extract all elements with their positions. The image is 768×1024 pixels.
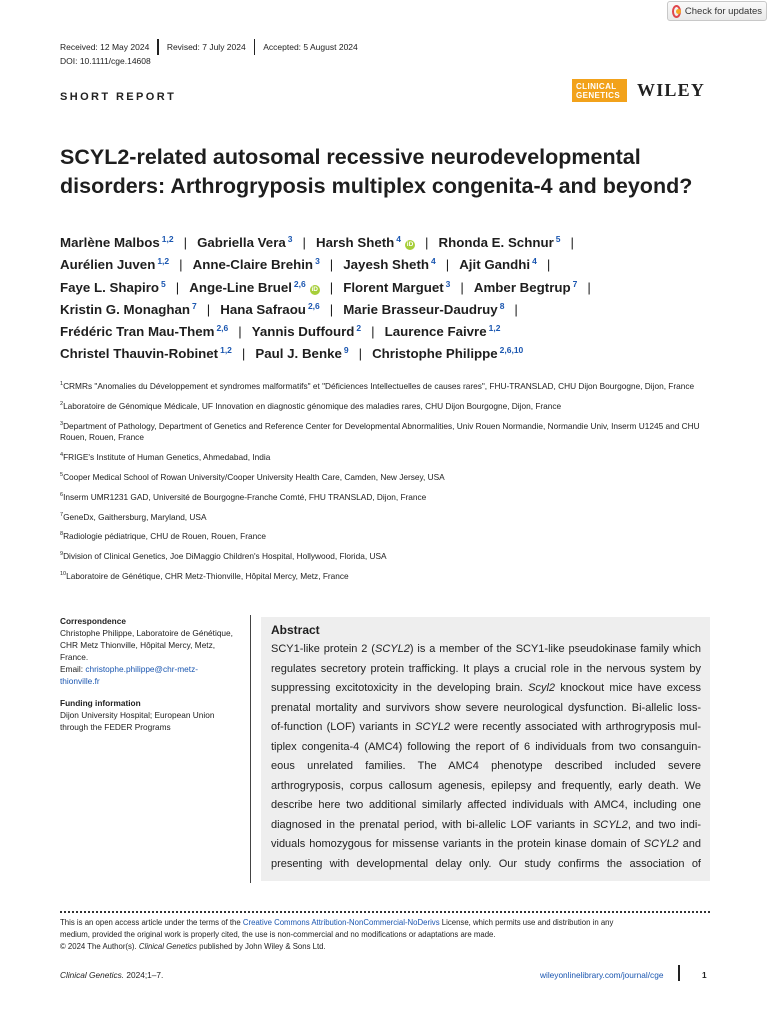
author-affiliation-number[interactable]: 1,2: [157, 256, 170, 267]
author-affiliation-number[interactable]: 3: [287, 234, 293, 244]
abstract-line: suppressing excitotoxicity in the developing brain. Scyl2 knockout mice have excess: [271, 682, 701, 694]
author-affiliation-number[interactable]: 3: [315, 256, 320, 267]
author-separator: |: [460, 279, 464, 295]
abstract-line: diagnosed in the prenatal period, with bi-allelic LOF variants in SCYL2, and two indi-: [271, 818, 701, 831]
affiliation-list: [60, 378, 720, 588]
journal-name: Clinical Genetics: [138, 942, 197, 951]
author-name: Faye L. Shapiro: [60, 279, 160, 295]
author-list: [60, 228, 740, 362]
author-name: Kristin G. Monaghan: [60, 301, 191, 317]
author-separator: |: [329, 279, 334, 295]
author-name: Anne-Claire Brehin: [192, 257, 314, 273]
license-text: medium, provided the original work is properly cited, the use is non-commercial and no modifications or adaptations are made.: [60, 930, 496, 939]
author-line: [60, 250, 740, 272]
check-for-updates-button[interactable]: [667, 1, 767, 21]
author-line: [60, 228, 740, 250]
revised-date: Revised: 7 July 2024: [166, 42, 246, 52]
abstract-box: [261, 617, 710, 881]
affiliation-number: 8: [60, 531, 64, 538]
abstract-line: presenting with developmental delay only. Our study confirms the association of: [271, 857, 701, 870]
author-name: Marlène Malbos: [60, 235, 160, 250]
copyright-text: © 2024 The Author(s).: [60, 942, 139, 951]
author-name: Christel Thauvin-Robinet: [60, 346, 219, 362]
author-separator: |: [179, 257, 183, 273]
sidebar-divider: [250, 615, 251, 883]
funding-text: through the FEDER Programs: [60, 722, 171, 732]
title-line: SCYL2-related autosomal recessive neurodevelopmental: [60, 145, 641, 169]
affiliation-number: 3: [60, 420, 64, 427]
author-separator: |: [238, 324, 242, 340]
citation: 2024;1–7.: [124, 970, 164, 980]
correspondence-email: [60, 663, 250, 675]
author-separator: |: [358, 346, 363, 362]
correspondence-text: CHR Metz Thionville, Hôpital Mercy, Metz,: [60, 640, 216, 650]
author-affiliation-number[interactable]: 7: [192, 300, 197, 311]
author-affiliation-number[interactable]: 1,2: [488, 323, 501, 334]
affiliation: $^9$Division of Clinical Genetics, Joe DiMaggio Children's Hospital, Hollywood, Florida, USA: [60, 550, 387, 561]
funding-text: Dijon University Hospital; European Union: [60, 710, 215, 720]
journal-citation: [60, 970, 163, 980]
author-affiliation-number[interactable]: 4: [431, 256, 436, 267]
affiliation-number: 7: [60, 511, 64, 518]
author-name: Aurélien Juven: [60, 257, 156, 273]
author-name: Rhonda E. Schnur: [438, 235, 554, 250]
abstract-line: prenatal mortality and survivors show severe neurological dysfunction. Bi-allelic loss-: [271, 701, 701, 714]
logo-text-bottom: GENETICS: [576, 91, 621, 100]
journal-website-link[interactable]: wileyonlinelibrary.com/journal/cge: [540, 970, 664, 980]
affiliation: $^3$Department of Pathology, Department of Genetics and Reference Center for Developmental Abnormalities, Univ Rouen Normandie, Normandie Univ, Inserm U1245 and CHU Rouen, Rouen, France: [60, 420, 700, 443]
license-text: This is an open access article under the terms of the: [60, 918, 243, 927]
affiliation-number: 4: [60, 452, 64, 459]
email-link-cont[interactable]: thionville.fr: [60, 676, 100, 686]
email-link[interactable]: christophe.philippe@chr-metz-: [85, 664, 198, 674]
author-affiliation-number[interactable]: 2,6: [293, 278, 306, 289]
author-affiliation-number[interactable]: 2,6: [307, 300, 320, 311]
affiliation-number: 9: [60, 551, 64, 558]
author-separator: |: [371, 324, 375, 340]
page-number: 1: [702, 970, 707, 980]
cc-license-link[interactable]: Creative Commons Attribution-NonCommercial-NoDerivs: [242, 918, 440, 927]
affiliation-number: 2: [60, 400, 64, 407]
author-affiliation-number[interactable]: 1,2: [220, 345, 232, 356]
author-affiliation-number[interactable]: 1,2: [161, 234, 174, 244]
author-affiliation-number[interactable]: 5: [161, 278, 166, 289]
author-line: [60, 273, 740, 295]
affiliation-number: 10: [60, 570, 67, 577]
wiley-logo: WILEY: [637, 80, 706, 100]
author-affiliation-number[interactable]: 8: [499, 300, 505, 311]
affiliation-number: 1: [60, 381, 64, 387]
orcid-icon[interactable]: iD: [406, 241, 414, 248]
author-separator: |: [175, 279, 180, 295]
author-separator: |: [546, 257, 551, 273]
title-line: disorders: Arthrogryposis multiplex congenita-4 and beyond?: [60, 174, 693, 198]
footer-separator: [678, 965, 680, 981]
affiliation: $^1$CRMRs "Anomalies du Développement et syndromes malformatifs" et "Déficiences Intellectuelles de causes rares", FHU-TRANSLAD, CHU Dijon Bourgogne, Dijon, France: [60, 380, 695, 391]
author-name: Hana Safraou: [220, 301, 306, 317]
author-line: [60, 317, 740, 339]
author-separator: |: [183, 235, 188, 250]
correspondence-text: Christophe Philippe, Laboratoire de Génétique,: [60, 628, 233, 638]
affiliation: $^{10}$Laboratoire de Génétique, CHR Metz-Thionville, Hôpital Mercy, Metz, France: [60, 570, 349, 581]
abstract-line: arthrogryposis, corpus callosum agenesis, epilepsy and frequently, early death. We: [271, 779, 701, 792]
affiliation: $^6$Inserm UMR1231 GAD, Université de Bourgogne-Franche Comté, FHU TRANSLAD, Dijon, France: [60, 491, 427, 502]
author-separator: |: [570, 235, 574, 250]
abstract-heading: Abstract: [271, 623, 320, 637]
author-name: Christophe Philippe: [372, 346, 498, 362]
license-notice: [60, 917, 720, 953]
copyright-text: published by John Wiley & Sons Ltd.: [196, 942, 326, 951]
abstract-line: of-function (LOF) variants in SCYL2 were recently associated with arthrogryposis mul-: [271, 721, 702, 733]
abstract-line: SCY1-like protein 2 (SCYL2) is a member of the SCY1-like pseudokinase family which: [271, 643, 701, 655]
author-separator: |: [445, 257, 450, 273]
accepted-date: Accepted: 5 August 2024: [263, 42, 358, 52]
author-name: Frédéric Tran Mau-Them: [60, 324, 215, 340]
author-line: [60, 295, 740, 317]
clinical-genetics-logo: [572, 79, 627, 102]
author-name: Yannis Duffourd: [251, 324, 355, 340]
update-icon: [672, 5, 681, 18]
author-separator: |: [302, 235, 306, 250]
author-name: Gabriella Vera: [197, 235, 286, 250]
author-separator: |: [425, 235, 429, 250]
author-affiliation-number[interactable]: 3: [445, 278, 451, 289]
author-separator: |: [206, 301, 211, 317]
abstract-line: tiplex congenita-4 (AMC4) following the report of 6 individuals from two consanguin-: [271, 740, 701, 753]
footer-divider: [60, 911, 710, 913]
author-affiliation-number[interactable]: 4: [532, 256, 537, 267]
author-name: Amber Begtrup: [473, 279, 571, 295]
author-name: Laurence Faivre: [384, 324, 487, 340]
author-separator: |: [241, 346, 246, 362]
author-affiliation-number[interactable]: 2: [356, 323, 362, 334]
license-text: License, which permits use and distribution in any: [439, 918, 614, 927]
dates-row: [60, 39, 366, 55]
author-separator: |: [587, 279, 591, 295]
email-label: Email:: [60, 664, 86, 674]
author-name: Paul J. Benke: [255, 346, 342, 362]
author-affiliation-number[interactable]: 7: [572, 278, 578, 289]
affiliation: $^8$Radiologie pédiatrique, CHU de Rouen, Rouen, France: [60, 531, 266, 542]
author-line: [60, 339, 740, 361]
author-separator: |: [329, 257, 334, 273]
author-separator: |: [514, 301, 518, 317]
check-for-updates-label: Check for updates: [684, 5, 762, 17]
orcid-icon[interactable]: iD: [311, 285, 318, 293]
funding-heading: Funding information: [60, 698, 141, 708]
author-affiliation-number[interactable]: 2,6,10: [499, 345, 524, 356]
affiliation: $^5$Cooper Medical School of Rowan University/Cooper University Health Care, Camden, New Jersey, USA: [60, 471, 445, 482]
abstract-body: [271, 640, 701, 874]
affiliation: $^7$GeneDx, Gaithersburg, Maryland, USA: [60, 511, 207, 522]
logo-text-top: CLINICAL: [576, 82, 617, 91]
correspondence-sidebar: [60, 615, 250, 733]
author-affiliation-number[interactable]: 4: [396, 234, 402, 244]
author-name: Ange-Line Bruel: [189, 279, 292, 295]
affiliation-number: 6: [60, 491, 64, 498]
author-name: Harsh Sheth: [315, 235, 395, 250]
doi[interactable]: DOI: 10.1111/cge.14608: [60, 56, 151, 66]
journal-title: Clinical Genetics.: [60, 970, 125, 980]
received-date: Received: 12 May 2024: [60, 42, 150, 52]
abstract-line: viduals homozygous for missense variants in the protein kinase domain of SCYL2 and: [271, 838, 701, 850]
author-name: Florent Marguet: [343, 279, 444, 295]
affiliation: $^4$FRIGE's Institute of Human Genetics, Ahmedabad, India: [60, 452, 271, 463]
affiliation: $^2$Laboratoire de Génomique Médicale, UF Innovation en diagnostic génomique des maladies rares, CHU Dijon Bourgogne, Dijon, France: [60, 400, 562, 411]
author-name: Marie Brasseur-Daudruy: [343, 301, 498, 317]
author-affiliation-number[interactable]: 5: [555, 234, 561, 244]
affiliation-number: 5: [60, 472, 64, 479]
abstract-line: regulates secretory protein trafficking. It plays a crucial role in the nervous system by: [271, 662, 701, 675]
abstract-line: eous unrelated families. The AMC4 phenotype described included severe: [271, 760, 701, 772]
author-separator: |: [329, 301, 334, 317]
author-affiliation-number[interactable]: 9: [343, 345, 349, 356]
author-name: Jayesh Sheth: [343, 257, 429, 273]
abstract-line: describe here two additional similarly affected individuals with AMC4, including one: [271, 799, 701, 811]
author-name: Ajit Gandhi: [459, 257, 531, 273]
article-type: SHORT REPORT: [60, 91, 177, 103]
article-title: [60, 143, 720, 201]
correspondence-text: France.: [60, 652, 89, 662]
correspondence-heading: Correspondence: [60, 616, 126, 626]
author-affiliation-number[interactable]: 2,6: [216, 323, 229, 334]
